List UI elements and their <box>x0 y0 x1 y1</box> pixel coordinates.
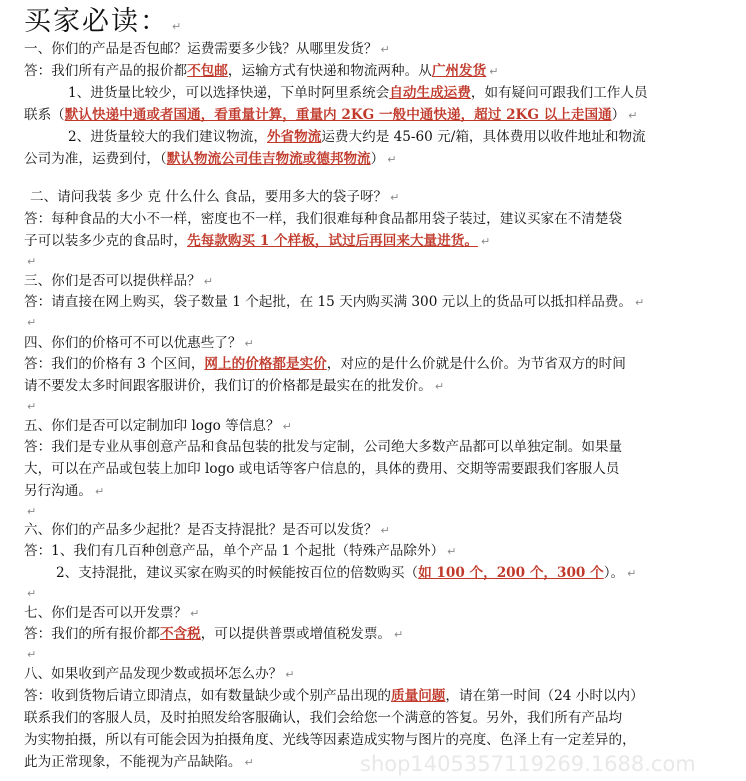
page-title: 买家必读： ↵ <box>24 6 184 37</box>
answer-7: 答：我们的所有报价都不含税，可以提供普票或增值税发票。 ↵ <box>24 626 404 642</box>
highlight-ship-from: 广州发货 <box>431 63 487 79</box>
blank-paragraph <box>24 584 730 602</box>
answer-2-line-2: 子可以装多少克的食品时，先每款购买 1 个样板，试过后再回来大量进货。 ↵ <box>24 233 491 249</box>
blank-paragraph <box>24 645 730 663</box>
highlight-logistics-company: 默认物流公司佳吉物流或德邦物流 <box>166 151 371 167</box>
paragraph-mark-icon: ↵ <box>634 296 645 309</box>
highlight-auto-freight: 自动生成运费 <box>389 85 471 101</box>
paragraph-mark-icon: ↵ <box>628 109 638 122</box>
shop-watermark: shop1405357119269.1688.com <box>360 752 696 776</box>
highlight-real-price: 网上的价格都是实价 <box>204 356 327 372</box>
paragraph-mark-icon: ↵ <box>489 65 499 78</box>
paragraph-mark-icon: ↵ <box>380 524 390 537</box>
highlight-logistics: 外省物流 <box>266 129 322 145</box>
highlight-tax-excluded: 不含税 <box>159 626 201 642</box>
answer-1-point-2: 2、进货量较大的我们建议物流，外省物流运费大约是 45-60 元/箱，具体费用以收件地址和物流 <box>68 129 646 145</box>
paragraph-mark-icon: ↵ <box>447 545 457 558</box>
paragraph-mark-icon: ↵ <box>27 316 37 329</box>
paragraph-mark-icon: ↵ <box>394 628 404 641</box>
paragraph-mark-icon: ↵ <box>27 648 37 661</box>
paragraph-mark-icon: ↵ <box>27 505 37 518</box>
answer-3: 答：请直接在网上购买，袋子数量 1 个起批，在 15 天内购买满 300 元以上的货品可以抵扣样品费。 ↵ <box>24 294 645 310</box>
answer-1-point-1-cont: 联系（默认快递中通或者国通，看重量计算，重量内 2KG 一般中通快递，超过 2KG 以上走国通） ↵ <box>24 107 638 123</box>
question-8: 八、如果收到产品发现少数或损坏怎么办？ ↵ <box>24 666 295 682</box>
answer-5-line-3: 另行沟通。 ↵ <box>24 483 105 499</box>
answer-8-line-1: 答：收到货物后请立即清点，如有数量缺少或个别产品出现的质量问题，请在第一时间（24 小时以内） <box>24 688 644 704</box>
question-2: 二、请问我装 多少 克 什么什么 食品，要用多大的袋子呀？ ↵ <box>30 189 400 205</box>
highlight-courier-rule: 默认快递中通或者国通，看重量计算，重量内 2KG 一般中通快递，超过 2KG 以上走国通 <box>64 107 612 123</box>
paragraph-mark-icon: ↵ <box>387 153 397 166</box>
question-4: 四、你们的价格可不可以优惠些了？ ↵ <box>24 335 254 351</box>
paragraph-mark-icon: ↵ <box>390 191 400 204</box>
question-5: 五、你们是否可以定制加印 logo 等信息？ ↵ <box>24 418 292 434</box>
answer-1-point-2-cont: 公司为准，运费到付，（默认物流公司佳吉物流或德邦物流） ↵ <box>24 151 397 167</box>
answer-6-line-1: 答：1、我们有几百种创意产品，单个产品 1 个起批（特殊产品除外） ↵ <box>24 543 457 559</box>
answer-1: 答：我们所有产品的报价都不包邮，运输方式有快递和物流两种。从广州发货 ↵ <box>24 63 499 79</box>
answer-8-line-3: 为实物拍摄，所以有可能会因为拍摄角度、光线等因素造成实物与图片的亮度、色泽上有一定差异的， <box>24 732 636 748</box>
paragraph-mark-icon: ↵ <box>380 43 390 56</box>
question-3: 三、你们是否可以提供样品？ ↵ <box>24 273 213 289</box>
paragraph-mark-icon: ↵ <box>480 235 491 248</box>
paragraph-mark-icon: ↵ <box>27 255 37 268</box>
answer-5-line-2: 大，可以在产品或包装上加印 logo 或电话等客户信息的，具体的费用、交期等需要跟我们客服人员 <box>24 461 620 477</box>
answer-4-line-2: 请不要发太多时间跟客服讲价，我们订的价格都是最实在的批发价。 ↵ <box>24 378 445 394</box>
answer-5-line-1: 答：我们是专业从事创意产品和食品包装的批发与定制，公司绝大多数产品都可以单独定制。如果量 <box>24 439 623 455</box>
paragraph-mark-icon: ↵ <box>94 485 105 498</box>
paragraph-mark-icon: ↵ <box>27 400 37 413</box>
paragraph-mark-icon: ↵ <box>172 20 184 33</box>
paragraph-mark-icon: ↵ <box>285 668 295 681</box>
answer-2-line-1: 答：每种食品的大小不一样，密度也不一样，我们很难每种食品都用袋子装过，建议买家在不清楚袋 <box>24 211 623 227</box>
question-6: 六、你们的产品多少起批？是否支持混批？是否可以发货？ ↵ <box>24 522 390 538</box>
blank-paragraph <box>24 252 730 270</box>
paragraph-mark-icon: ↵ <box>190 607 200 620</box>
paragraph-mark-icon: ↵ <box>27 587 37 600</box>
highlight-free-shipping: 不包邮 <box>187 63 228 79</box>
paragraph-mark-icon: ↵ <box>434 380 445 393</box>
blank-paragraph <box>24 313 730 331</box>
blank-paragraph <box>24 397 730 415</box>
highlight-quality-issue: 质量问题 <box>391 688 446 704</box>
answer-8-line-2: 联系我们的客服人员，及时拍照发给客服确认，我们会给您一个满意的答复。另外，我们所有产品均 <box>24 710 623 726</box>
question-7: 七、你们是否可以开发票？ ↵ <box>24 605 200 621</box>
highlight-sample-first: 先每款购买 1 个样板，试过后再回来大量进货。 <box>187 233 478 249</box>
answer-4-line-1: 答：我们的价格有 3 个区间，网上的价格都是实价，对应的是什么价就是什么价。为节省双方的时间 <box>24 356 626 372</box>
answer-6-line-2: 2、支持混批，建议买家在购买的时候能按百位的倍数购买（如 100 个，200 个，300 个）。 ↵ <box>56 565 637 581</box>
paragraph-mark-icon: ↵ <box>203 275 213 288</box>
paragraph-mark-icon: ↵ <box>244 756 254 769</box>
answer-1-point-1: 1、进货量比较少，可以选择快递，下单时阿里系统会自动生成运费，如有疑问可跟我们工作人员 <box>68 85 648 101</box>
question-1: 一、你们的产品是否包邮？运费需要多少钱？从哪里发货？ ↵ <box>24 41 390 57</box>
blank-paragraph <box>24 502 730 520</box>
paragraph-mark-icon: ↵ <box>627 567 637 580</box>
answer-8-line-4: 此为正常现象，不能视为产品缺陷。 ↵ <box>24 754 254 770</box>
highlight-batch-multiples: 如 100 个，200 个，300 个 <box>418 565 604 581</box>
paragraph-mark-icon: ↵ <box>244 337 254 350</box>
paragraph-mark-icon: ↵ <box>282 420 292 433</box>
